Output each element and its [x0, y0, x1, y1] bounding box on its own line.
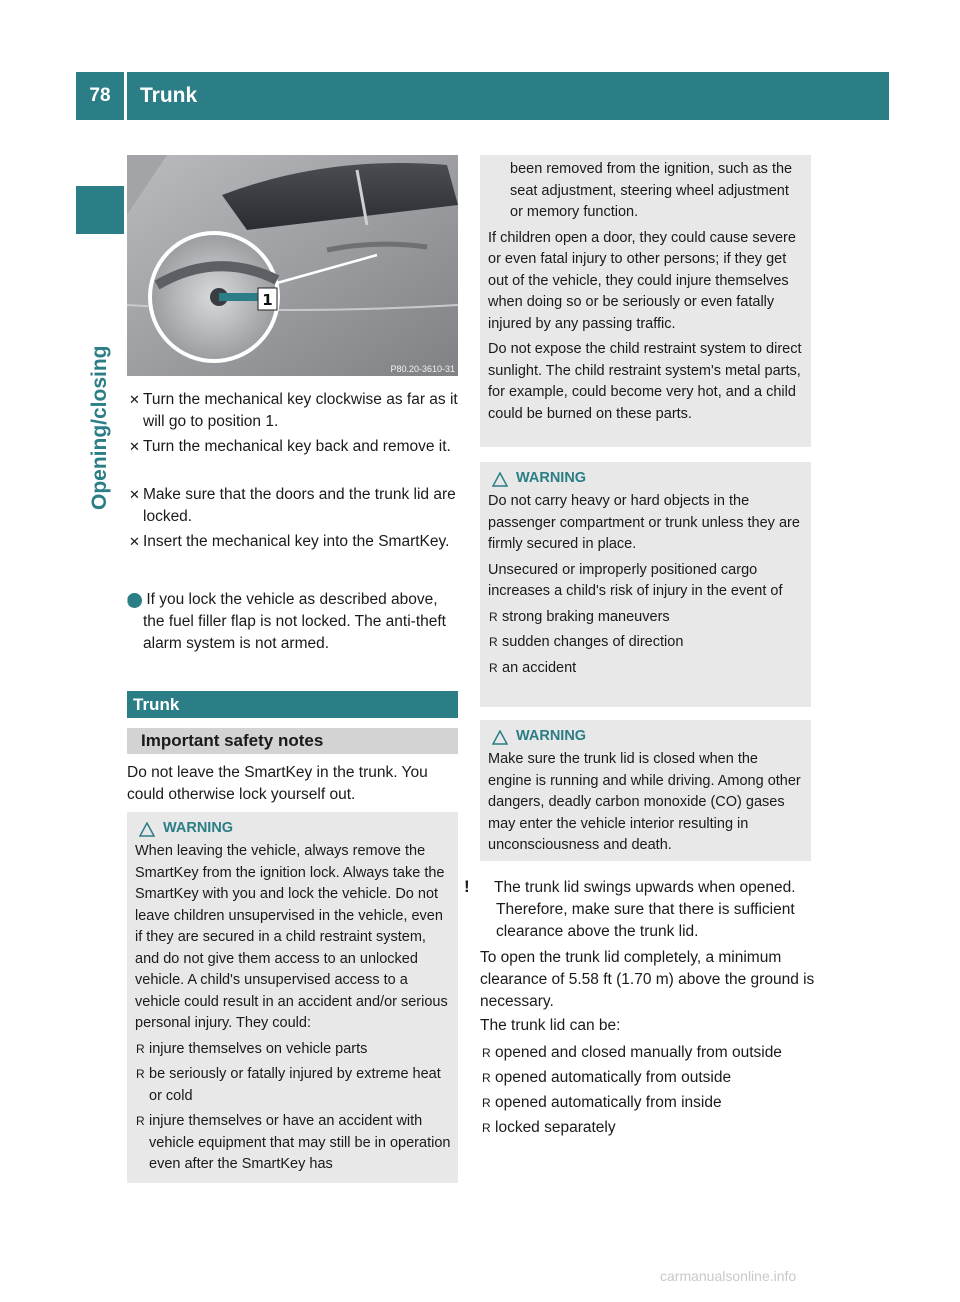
info-note-text: If you lock the vehicle as described above, the fuel filler flap is not locked. The anti-theft alarm system is not armed.	[143, 591, 446, 652]
warning-header	[488, 726, 805, 748]
clearance-paragraph: To open the trunk lid completely, a minimum clearance of 5.58 ft (1.70 m) above the ground is necessary.	[480, 949, 815, 1010]
warning-header	[135, 818, 452, 840]
step-arrow-icon: ✕	[129, 439, 140, 454]
warning-bullet: R sudden changes of direction	[488, 632, 805, 654]
warning-paragraph: Do not expose the child restraint system to direct sunlight. The child restraint system's metal parts, for example, could become very hot, and a child could be burned on these parts.	[488, 341, 802, 422]
list-item: R locked separately	[481, 1117, 816, 1139]
warning-paragraph: If children open a door, they could cause severe or even fatal injury to other persons; if they get out of the vehicle, they could injure themselves when doing so or be seriously or even fatally injured by any passing traffic.	[488, 229, 796, 332]
header-bar	[76, 72, 889, 120]
warning-bullet: R injure themselves or have an accident with vehicle equipment that may still be in operation even after the SmartKey has	[135, 1111, 452, 1176]
list-item: R opened automatically from outside	[481, 1067, 816, 1089]
warning-triangle-icon	[492, 472, 508, 487]
info-note	[124, 589, 462, 655]
warning-triangle-icon	[492, 730, 508, 745]
warning-paragraph: Do not carry heavy or hard objects in the passenger compartment or trunk unless they are firmly secured in place.	[488, 493, 800, 552]
warning-triangle-icon	[139, 822, 155, 837]
page-number: 78	[89, 85, 111, 106]
warning-header	[488, 468, 805, 490]
warning-paragraph: When leaving the vehicle, always remove the SmartKey from the ignition lock. Always take the SmartKey with you and lock the vehicle. Do not leave children unsupervised in the vehicle, even if they are secured in a child restraint system, and do not give them access to an unlocked vehicle. A child's unsupervised access to a vehicle could result in an accident and/or serious personal injury. They could:	[135, 843, 448, 1031]
warning-box-co	[480, 720, 811, 861]
warning-box-cargo	[480, 462, 811, 707]
step-item	[127, 436, 462, 458]
trunk-lid-lead: The trunk lid can be:	[480, 1017, 621, 1034]
photo-callout: 1	[262, 291, 273, 309]
list-item: R opened and closed manually from outside	[481, 1042, 816, 1064]
warning-paragraph: Unsecured or improperly positioned cargo increases a child's risk of injury in the event of	[488, 561, 783, 599]
step-text: Turn the mechanical key clockwise as far as it will go to position 1.	[143, 391, 458, 430]
chapter-side-label-text: Opening/closing	[88, 345, 111, 510]
caution-note	[464, 876, 831, 943]
warning-title: WARNING	[163, 820, 234, 837]
page-title: Trunk	[140, 84, 198, 107]
warning-bullet: R strong braking maneuvers	[488, 607, 805, 629]
warning-title: WARNING	[516, 470, 587, 487]
step-arrow-icon: ✕	[129, 534, 140, 549]
warning-bullet: R injure themselves on vehicle parts	[135, 1039, 452, 1061]
list-item: R opened automatically from inside	[481, 1092, 816, 1114]
caution-text: The trunk lid swings upwards when opened. Therefore, make sure that there is sufficient clearance above the trunk lid.	[494, 879, 796, 940]
warning-continued-lead: been removed from the ignition, such as the seat adjustment, steering wheel adjustment or memory function.	[510, 161, 793, 220]
step-text: Insert the mechanical key into the SmartKey.	[143, 533, 450, 550]
car-door-illustration	[127, 155, 458, 376]
intro-paragraph: Do not leave the SmartKey in the trunk. You could otherwise lock yourself out.	[127, 764, 428, 803]
warning-bullet: R be seriously or fatally injured by extreme heat or cold	[135, 1064, 452, 1107]
step-text: Turn the mechanical key back and remove it.	[143, 438, 451, 455]
watermark: carmanualsonline.info	[660, 1268, 797, 1284]
warning-bullet: R an accident	[488, 658, 805, 680]
warning-paragraph: Make sure the trunk lid is closed when the engine is running and while driving. Among other dangers, deadly carbon monoxide (CO) gases may enter the vehicle interior resulting in unconsciousness and death.	[488, 751, 801, 853]
step-arrow-icon: ✕	[129, 487, 140, 502]
caution-icon: !	[464, 877, 470, 896]
subsection-heading: Important safety notes	[127, 728, 458, 754]
warning-box-children	[127, 812, 458, 1183]
step-text: Make sure that the doors and the trunk lid are locked.	[143, 486, 456, 525]
step-item	[127, 484, 462, 528]
trunk-lid-list	[481, 1042, 816, 1142]
side-tab	[76, 186, 124, 234]
section-heading: Trunk	[127, 691, 458, 718]
warning-title: WARNING	[516, 728, 587, 745]
info-icon: i	[127, 593, 142, 608]
door-lock-photo	[127, 155, 458, 376]
photo-code: P80.20-3610-31	[390, 364, 455, 374]
step-item	[127, 531, 462, 553]
warning-box-continued	[480, 155, 811, 447]
step-arrow-icon: ✕	[129, 392, 140, 407]
step-item	[127, 389, 462, 433]
header-divider	[124, 72, 127, 120]
